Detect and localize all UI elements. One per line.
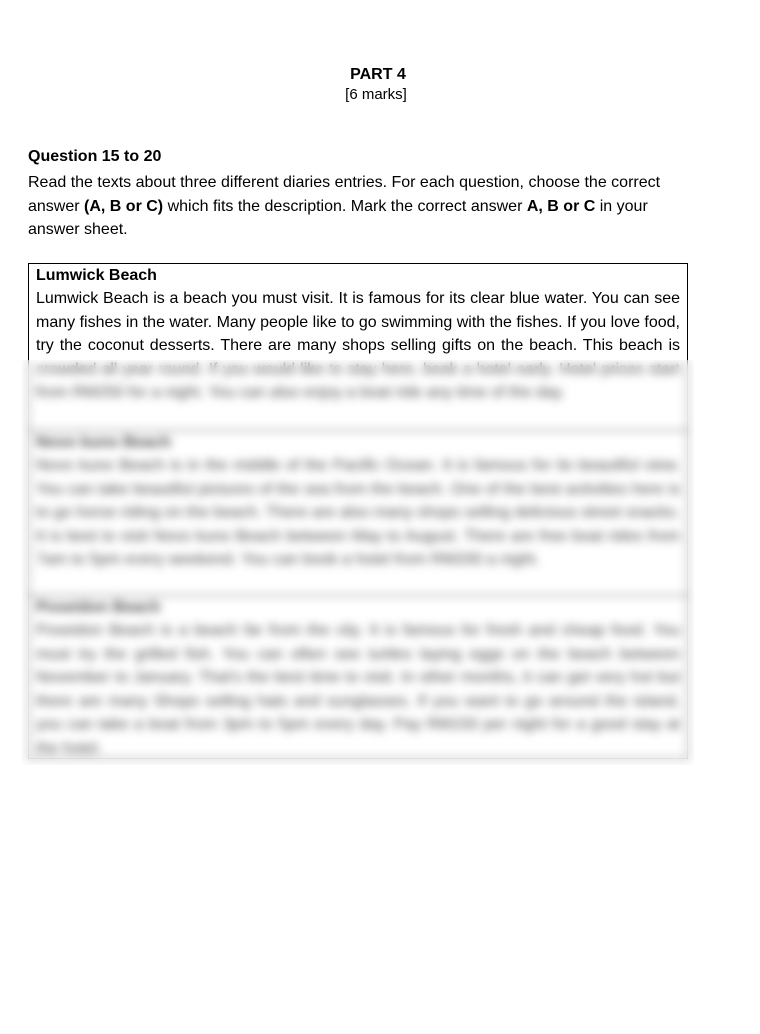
question-block (28, 147, 693, 242)
entry-title: Poseidon Beach (36, 599, 161, 616)
entry-poseidon-beach (28, 595, 688, 759)
entry-novo-kuno-beach (28, 430, 688, 595)
entry-text: Lumwick Beach is a beach you must visit. It is famous for its clear blue water. You can see many fishes in the water. Many people like to go swimming with the fishes. If you love food, try the coconut desserts. There are many shops selling gifts on the beach. This beach is crowded all year round. If you would like to stay here, book a hotel early. Hotel prices start from RM250 for a night. You can also enjoy a boat ride any time of the day. (36, 290, 680, 401)
instruction-bold-1: (A, B or C) (84, 197, 164, 215)
instruction-bold-2: A, B or C (526, 197, 596, 215)
question-heading: Question 15 to 20 (28, 148, 162, 165)
part-title: PART 4 (350, 66, 406, 83)
instruction-text-1: Read the texts about three different diaries entries. For each question, choose the correct answer (28, 174, 661, 215)
entry-title: Lumwick Beach (36, 267, 157, 284)
entry-text: Poseidon Beach is a beach far from the city. It is famous for fresh and cheap food. You must try the grilled fish. You can often see turtles laying eggs on the beach between November to January. That's the best time to visit. In other months, it can get very hot but there are many Shops selling hats and sunglasses. If you want to go around the island, you can take a boat from 3pm to 5pm every day. Pay RM150 per night for a good stay at the hotel. (36, 622, 680, 757)
part-marks: [6 marks] (345, 86, 407, 103)
entry-title: Novo kuno Beach (36, 434, 172, 451)
instruction-text-3: in your answer sheet. (28, 197, 648, 238)
diary-entries (28, 263, 688, 759)
instruction-text-2: which fits the description. Mark the correct answer (163, 197, 527, 215)
entry-text: Novo kuno Beach is in the middle of the Pacific Ocean. It is famous for its beautiful view. You can take beautiful pictures of the sea from the beach. One of the best activities here is to go horse riding on the beach. There are also many shops selling delicious street snacks. It is best to visit Novo kuno Beach between May to August. There are free boat rides from 7am to 5pm every weekend. You can book a hotel from RM200 a night. (36, 457, 680, 568)
entry-lumwick-beach (28, 263, 688, 430)
instructions (28, 171, 693, 242)
part-header (0, 65, 760, 105)
